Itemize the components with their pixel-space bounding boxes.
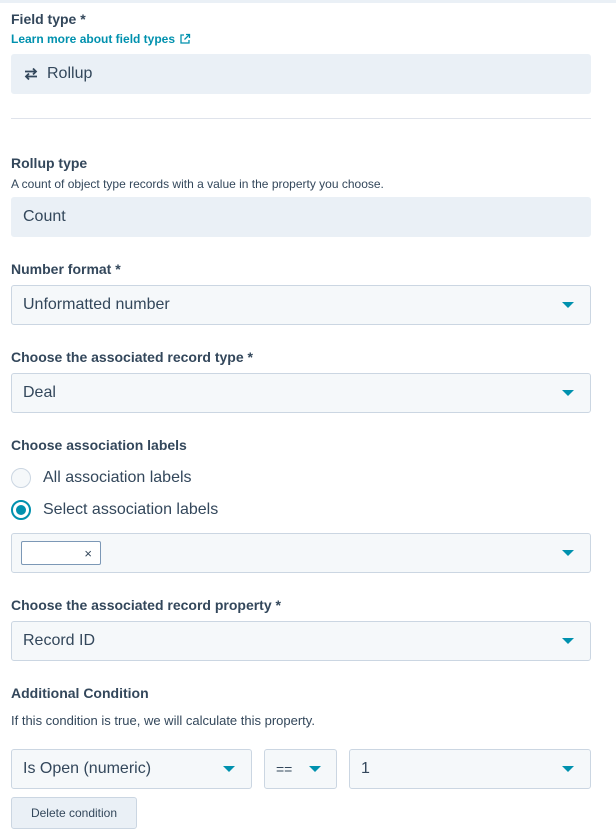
condition-property-value: Is Open (numeric)	[23, 760, 152, 777]
swap-arrows-icon	[23, 67, 39, 81]
record-property-value: Record ID	[23, 632, 96, 649]
close-icon[interactable]: ×	[84, 545, 92, 561]
number-format-label: Number format *	[11, 261, 121, 277]
record-property-select[interactable]	[11, 621, 591, 661]
delete-condition-label: Delete condition	[30, 806, 118, 820]
radio-select-association-labels[interactable]	[11, 500, 218, 520]
number-format-value: Unformatted number	[23, 296, 170, 313]
additional-condition-label: Additional Condition	[11, 685, 149, 701]
rollup-type-label: Rollup type	[11, 155, 88, 171]
top-border	[0, 0, 616, 3]
rollup-type-value: Count	[23, 208, 66, 225]
association-labels-label: Choose association labels	[11, 437, 187, 453]
chevron-down-icon	[309, 766, 321, 772]
radio-label: All association labels	[43, 469, 192, 486]
condition-operator-select[interactable]	[264, 749, 337, 789]
delete-condition-button[interactable]	[11, 797, 137, 829]
condition-property-select[interactable]	[11, 749, 252, 789]
radio-label: Select association labels	[43, 501, 219, 518]
additional-condition-description: If this condition is true, we will calculate this property.	[11, 713, 315, 728]
record-type-label: Choose the associated record type *	[11, 349, 253, 365]
record-type-value: Deal	[23, 384, 56, 401]
field-type-display	[11, 54, 591, 94]
chevron-down-icon	[562, 550, 574, 556]
record-type-select[interactable]	[11, 373, 591, 413]
chevron-down-icon	[223, 766, 235, 772]
learn-more-link[interactable]	[11, 32, 191, 46]
record-property-label: Choose the associated record property *	[11, 597, 281, 613]
rollup-type-display	[11, 197, 591, 237]
radio-button-selected[interactable]	[11, 500, 31, 520]
field-type-value: Rollup	[47, 65, 93, 82]
section-divider	[11, 118, 591, 119]
field-type-label: Field type *	[11, 11, 86, 27]
association-label-tag[interactable]	[21, 541, 101, 565]
chevron-down-icon	[562, 390, 574, 396]
chevron-down-icon	[562, 638, 574, 644]
association-labels-select[interactable]	[11, 533, 591, 573]
chevron-down-icon	[562, 766, 574, 772]
radio-button[interactable]	[11, 468, 31, 488]
external-link-icon	[179, 33, 191, 45]
radio-all-association-labels[interactable]	[11, 468, 192, 488]
rollup-type-description: A count of object type records with a value in the property you choose.	[11, 177, 384, 191]
chevron-down-icon	[562, 302, 574, 308]
condition-operand-value: 1	[361, 760, 370, 777]
number-format-select[interactable]	[11, 285, 591, 325]
learn-more-link-text: Learn more about field types	[11, 32, 176, 46]
condition-operator-value: ==	[276, 761, 293, 777]
condition-operand-select[interactable]	[349, 749, 591, 789]
